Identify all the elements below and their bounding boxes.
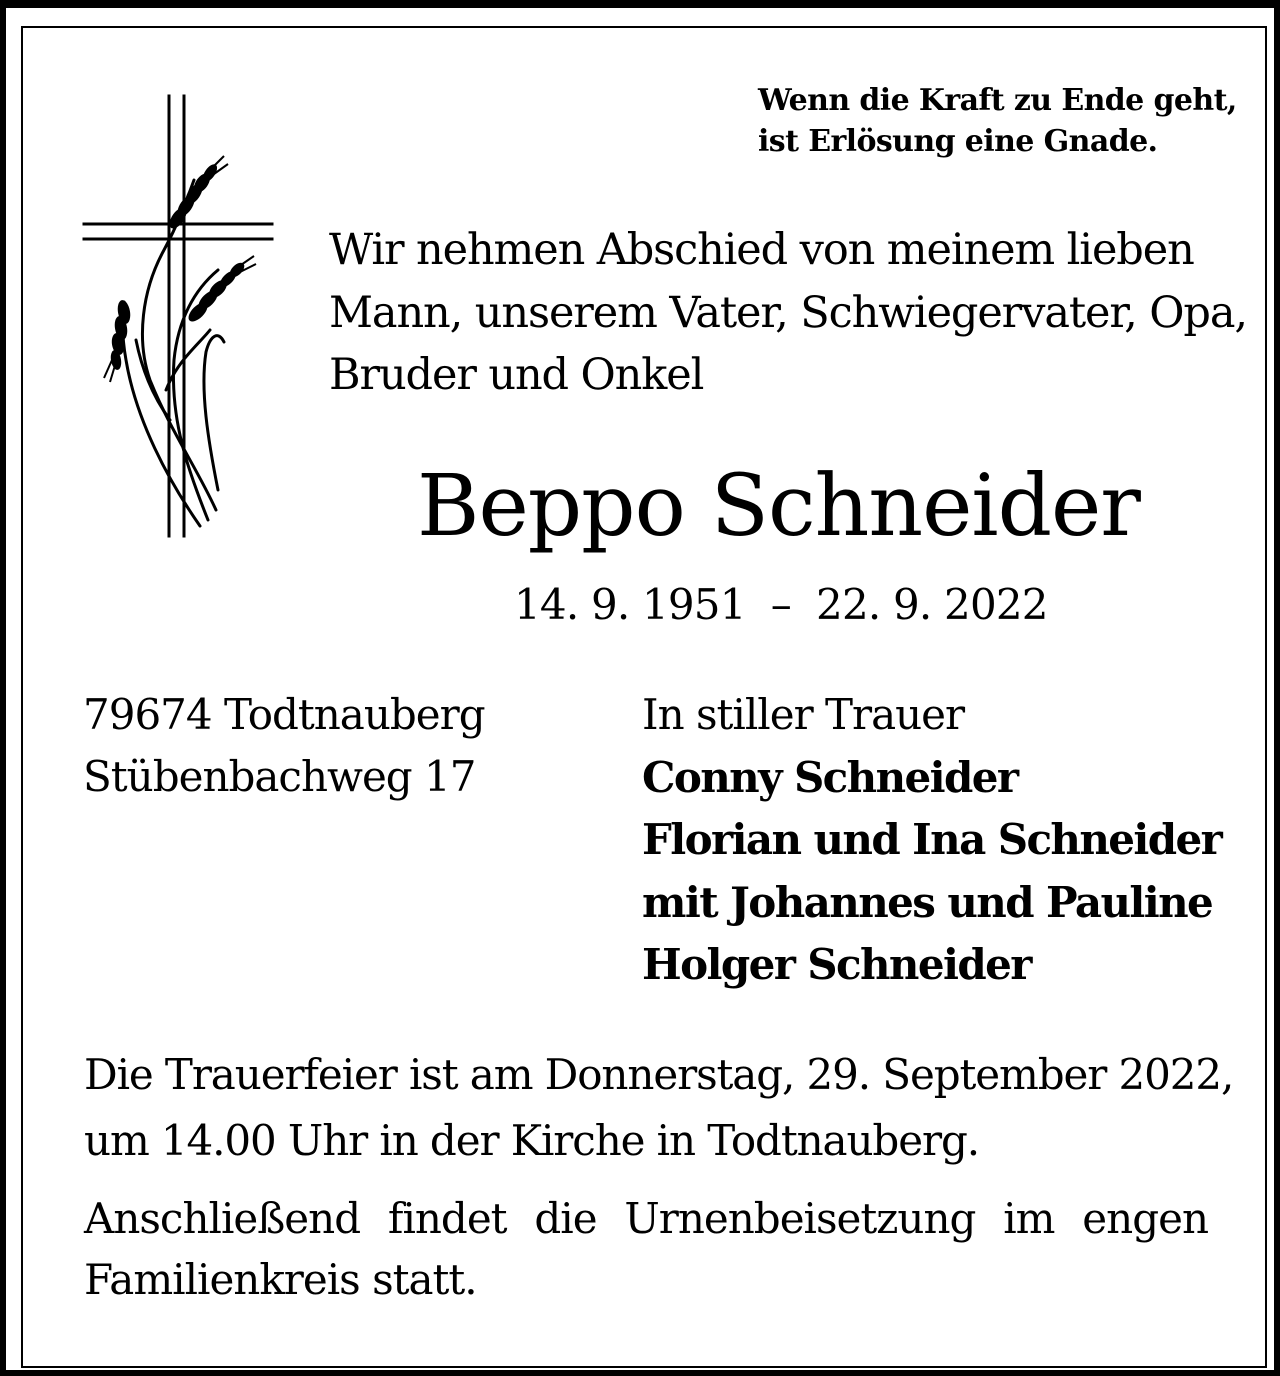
motto-line: Wenn die Kraft zu Ende geht,: [758, 83, 1237, 118]
cross-with-wheat-icon: [78, 90, 278, 540]
burial-info: Anschließend findet die Urnenbeisetzung im engen Familienkreis statt.: [84, 1194, 1208, 1304]
mourners-heading: In stiller Trauer: [642, 690, 965, 739]
mourner-name: Holger Schneider: [642, 940, 1031, 989]
address-line: 79674 Todtnauberg: [83, 690, 485, 739]
farewell-intro: [329, 219, 1247, 407]
intro-line: Wir nehmen Abschied von meinem lieben: [329, 225, 1194, 275]
funeral-service-info: [84, 1042, 1233, 1174]
intro-line: Bruder und Onkel: [329, 350, 704, 400]
deceased-name: Beppo Schneider: [417, 457, 1140, 556]
life-dates: 14. 9. 1951 – 22. 9. 2022: [514, 580, 1048, 629]
address-block: [83, 684, 485, 808]
mourner-name: Conny Schneider: [642, 752, 1018, 802]
motto-line: ist Erlösung eine Gnade.: [758, 124, 1158, 159]
address-line: Stübenbachweg 17: [83, 752, 476, 801]
ceremony-line: Die Trauerfeier ist am Donnerstag, 29. September 2022,: [84, 1050, 1234, 1099]
intro-line: Mann, unserem Vater, Schwiegervater, Opa,: [329, 287, 1247, 338]
mourners-block: [642, 684, 1221, 997]
mourner-name: mit Johannes und Pauline: [642, 877, 1213, 927]
ceremony-line: um 14.00 Uhr in der Kirche in Todtnauberg.: [84, 1116, 979, 1165]
motto-verse: [758, 80, 1237, 162]
mourner-name: Florian und Ina Schneider: [642, 815, 1222, 864]
